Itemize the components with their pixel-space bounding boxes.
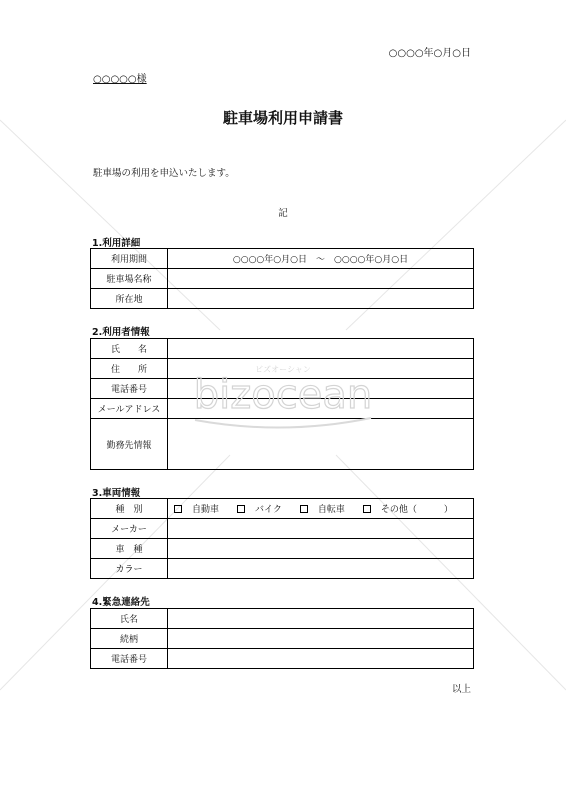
location-field[interactable] <box>168 289 474 309</box>
field-label: 車 種 <box>91 539 168 559</box>
watermark-text: bizocean <box>193 372 373 418</box>
table-row <box>91 419 474 470</box>
usage-period-field[interactable]: ○○○○年○月○日 ～ ○○○○年○月○日 <box>168 249 474 269</box>
checkbox-icon[interactable] <box>363 505 371 513</box>
closing-text: 以上 <box>451 684 471 695</box>
document-date: ○○○○年○月○日 <box>388 48 471 59</box>
user-email-field[interactable] <box>168 399 474 419</box>
table-row <box>91 539 474 559</box>
table-row <box>91 249 474 269</box>
table-row <box>91 519 474 539</box>
field-label: 氏名 <box>91 609 168 629</box>
option-other[interactable] <box>363 502 453 515</box>
field-label: 利用期間 <box>91 249 168 269</box>
field-label: 種 別 <box>91 499 168 519</box>
table-row <box>91 359 474 379</box>
user-phone-field[interactable] <box>168 379 474 399</box>
field-label: 続柄 <box>91 629 168 649</box>
field-label: 駐車場名称 <box>91 269 168 289</box>
field-label: 氏 名 <box>91 339 168 359</box>
document-title: 駐車場利用申請書 <box>222 109 343 127</box>
model-field[interactable] <box>168 539 474 559</box>
checkbox-icon[interactable] <box>174 505 182 513</box>
field-label: カラー <box>91 559 168 579</box>
option-car[interactable] <box>174 502 219 515</box>
section-heading-user: 2.利用者情報 <box>92 327 150 338</box>
usage-table <box>90 248 474 309</box>
ki-mark: 記 <box>278 208 288 219</box>
user-name-field[interactable] <box>168 339 474 359</box>
checkbox-icon[interactable] <box>237 505 245 513</box>
option-label: 自動車 <box>192 505 220 515</box>
field-label: 電話番号 <box>91 379 168 399</box>
table-row <box>91 289 474 309</box>
option-bike[interactable] <box>237 502 282 515</box>
option-label: 自転車 <box>317 505 345 515</box>
user-address-field[interactable] <box>168 359 474 379</box>
watermark-sub: ビズオーシャン <box>255 365 311 374</box>
option-label: その他（ ） <box>380 505 453 515</box>
table-row <box>91 399 474 419</box>
section-heading-usage: 1.利用詳細 <box>92 238 141 249</box>
vehicle-table <box>90 498 474 579</box>
field-label: 電話番号 <box>91 649 168 669</box>
intro-text: 駐車場の利用を申込いたします。 <box>93 168 235 179</box>
field-label: 住 所 <box>91 359 168 379</box>
user-table <box>90 338 474 470</box>
option-bicycle[interactable] <box>300 502 345 515</box>
field-label: 所在地 <box>91 289 168 309</box>
workplace-info-field[interactable] <box>168 419 474 470</box>
option-label: バイク <box>255 505 282 515</box>
checkbox-icon[interactable] <box>300 505 308 513</box>
addressee: ○○○○○様 <box>93 74 147 85</box>
field-label: メーカー <box>91 519 168 539</box>
section-heading-emergency: 4.緊急連絡先 <box>92 597 150 608</box>
table-row <box>91 559 474 579</box>
emergency-phone-field[interactable] <box>168 649 474 669</box>
emergency-table <box>90 608 474 669</box>
table-row <box>91 499 474 519</box>
field-label: 勤務先情報 <box>91 419 168 470</box>
table-row <box>91 379 474 399</box>
table-row <box>91 609 474 629</box>
vehicle-type-options <box>168 499 474 519</box>
section-heading-vehicle: 3.車両情報 <box>92 488 141 499</box>
parking-name-field[interactable] <box>168 269 474 289</box>
maker-field[interactable] <box>168 519 474 539</box>
table-row <box>91 339 474 359</box>
color-field[interactable] <box>168 559 474 579</box>
relationship-field[interactable] <box>168 629 474 649</box>
table-row <box>91 649 474 669</box>
emergency-name-field[interactable] <box>168 609 474 629</box>
table-row <box>91 269 474 289</box>
table-row <box>91 629 474 649</box>
field-label: メールアドレス <box>91 399 168 419</box>
